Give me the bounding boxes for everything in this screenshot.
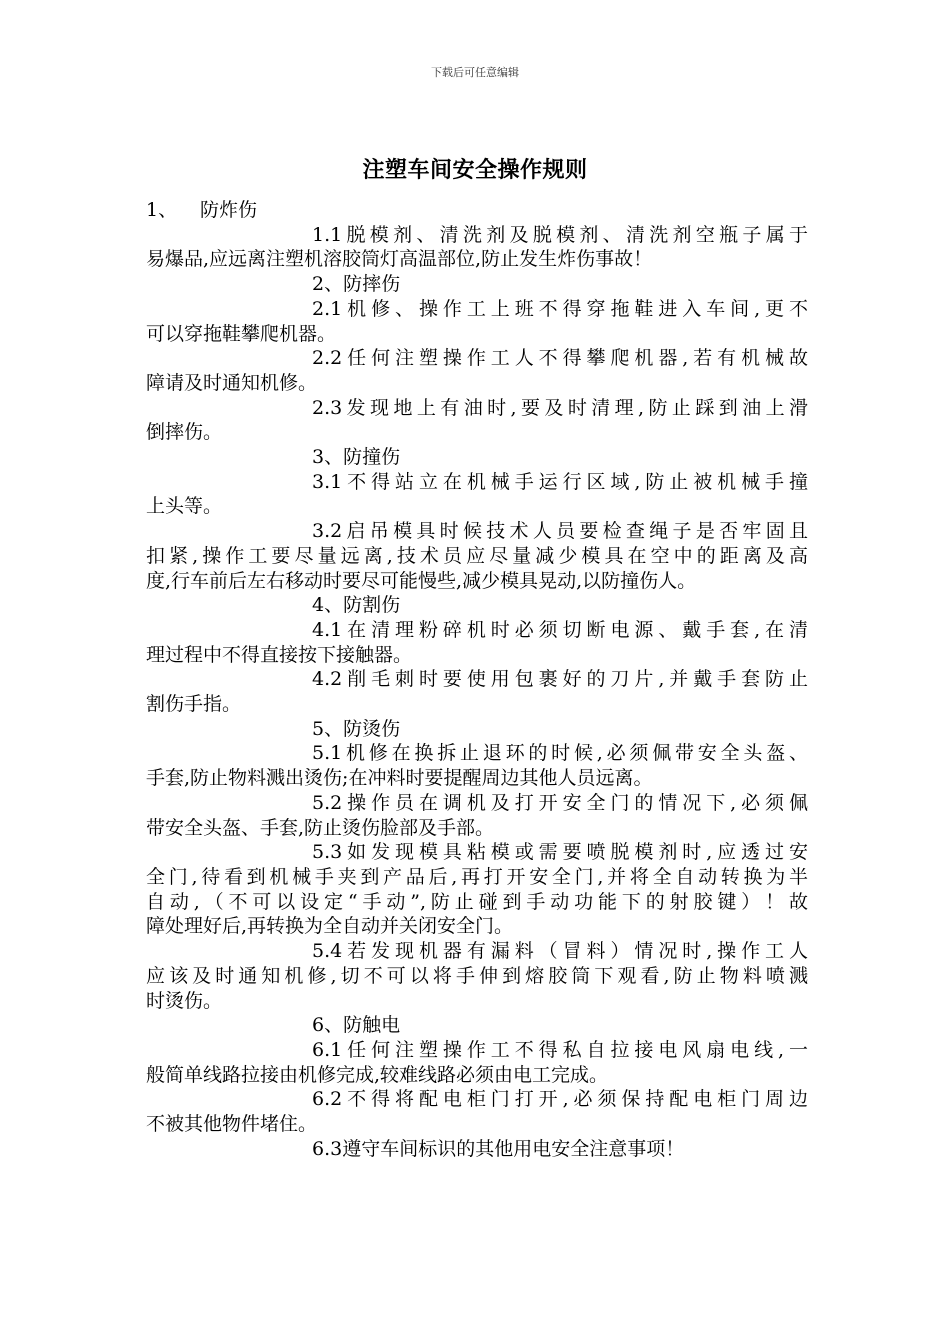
paragraph-line: 可以穿拖鞋攀爬机器。: [146, 322, 337, 345]
paragraph-line: 障请及时通知机修。: [146, 371, 318, 394]
paragraph-line: 易爆品,应远离注塑机溶胶筒灯高温部位,防止发生炸伤事故！: [146, 248, 653, 271]
paragraph-line: 度,行车前后左右移动时要尽可能慢些,减少模具晃动,以防撞伤人。: [146, 569, 697, 592]
section-heading: 5、防烫伤: [312, 717, 401, 740]
page-header-note: 下载后可任意编辑: [431, 66, 519, 79]
paragraph-line: 般简单线路拉接由机修完成,较难线路必须由电工完成。: [146, 1063, 609, 1086]
paragraph-line: 障处理好后,再转换为全自动并关闭安全门。: [146, 915, 514, 938]
paragraph-line: 3.1不得站立在机械手运行区域,防止被机械手撞: [312, 470, 808, 493]
paragraph-line: 3.2启吊模具时候技术人员要检查绳子是否牢固且: [312, 520, 808, 543]
paragraph-line: 1.1脱模剂、清洗剂及脱模剂、清洗剂空瓶子属于: [312, 223, 808, 246]
document-body: [146, 198, 808, 1161]
paragraph-line: 4.2削毛刺时要使用包裹好的刀片,并戴手套防止: [312, 668, 808, 691]
paragraph-line: 6.2不得将配电柜门打开,必须保持配电柜门周边: [312, 1088, 808, 1111]
paragraph-line: 应该及时通知机修,切不可以将手伸到熔胶筒下观看,防止物料喷溅: [146, 964, 808, 987]
paragraph-line: 5.2操作员在调机及打开安全门的情况下,必须佩: [312, 791, 808, 814]
paragraph-line: 5.1机修在换拆止退环的时候,必须佩带安全头盔、: [312, 742, 808, 765]
paragraph-line: 4.1在清理粉碎机时必须切断电源、戴手套,在清: [312, 618, 808, 641]
paragraph-line: 割伤手指。: [146, 693, 242, 716]
paragraph-line: 2.2任何注塑操作工人不得攀爬机器,若有机械故: [312, 347, 808, 370]
section-number: 1、: [146, 199, 178, 221]
section-heading: 4、防割伤: [312, 594, 401, 617]
paragraph-line: 手套,防止物料溅出烫伤;在冲料时要提醒周边其他人员远离。: [146, 767, 653, 790]
section-title: 防炸伤: [200, 199, 258, 221]
paragraph-line: 扣紧,操作工要尽量远离,技术员应尽量减少模具在空中的距离及高: [146, 544, 808, 567]
paragraph-line: 全门,待看到机械手夹到产品后,再打开安全门,并将全自动转换为半: [146, 865, 808, 888]
paragraph-line: 上头等。: [146, 495, 223, 518]
paragraph-line: 不被其他物件堵住。: [146, 1113, 318, 1136]
paragraph-line: 理过程中不得直接按下接触器。: [146, 643, 413, 666]
paragraph-line: 2.1机修、操作工上班不得穿拖鞋进入车间,更不: [312, 297, 808, 320]
paragraph-line: 6.1任何注塑操作工不得私自拉接电风扇电线,一: [312, 1038, 808, 1061]
section-heading: 2、防摔伤: [312, 273, 401, 296]
paragraph-line: 倒摔伤。: [146, 421, 223, 444]
section-heading: 6、防触电: [312, 1014, 401, 1037]
paragraph-line: 2.3发现地上有油时,要及时清理,防止踩到油上滑: [312, 396, 808, 419]
paragraph-line: 5.4若发现机器有漏料（冒料）情况时,操作工人: [312, 940, 808, 963]
section-heading: 3、防撞伤: [312, 446, 401, 469]
paragraph-line: 时烫伤。: [146, 989, 223, 1012]
section-heading: [146, 198, 808, 223]
paragraph-line: 带安全头盔、手套,防止烫伤脸部及手部。: [146, 816, 495, 839]
paragraph-line: 自动,（不可以设定“手动”,防止碰到手动功能下的射胶键）！故: [146, 890, 808, 913]
paragraph-line: 6.3遵守车间标识的其他用电安全注意事项！: [312, 1137, 685, 1160]
paragraph-line: 5.3如发现模具粘模或需要喷脱模剂时,应透过安: [312, 841, 808, 864]
document-title: 注塑车间安全操作规则: [362, 157, 588, 183]
